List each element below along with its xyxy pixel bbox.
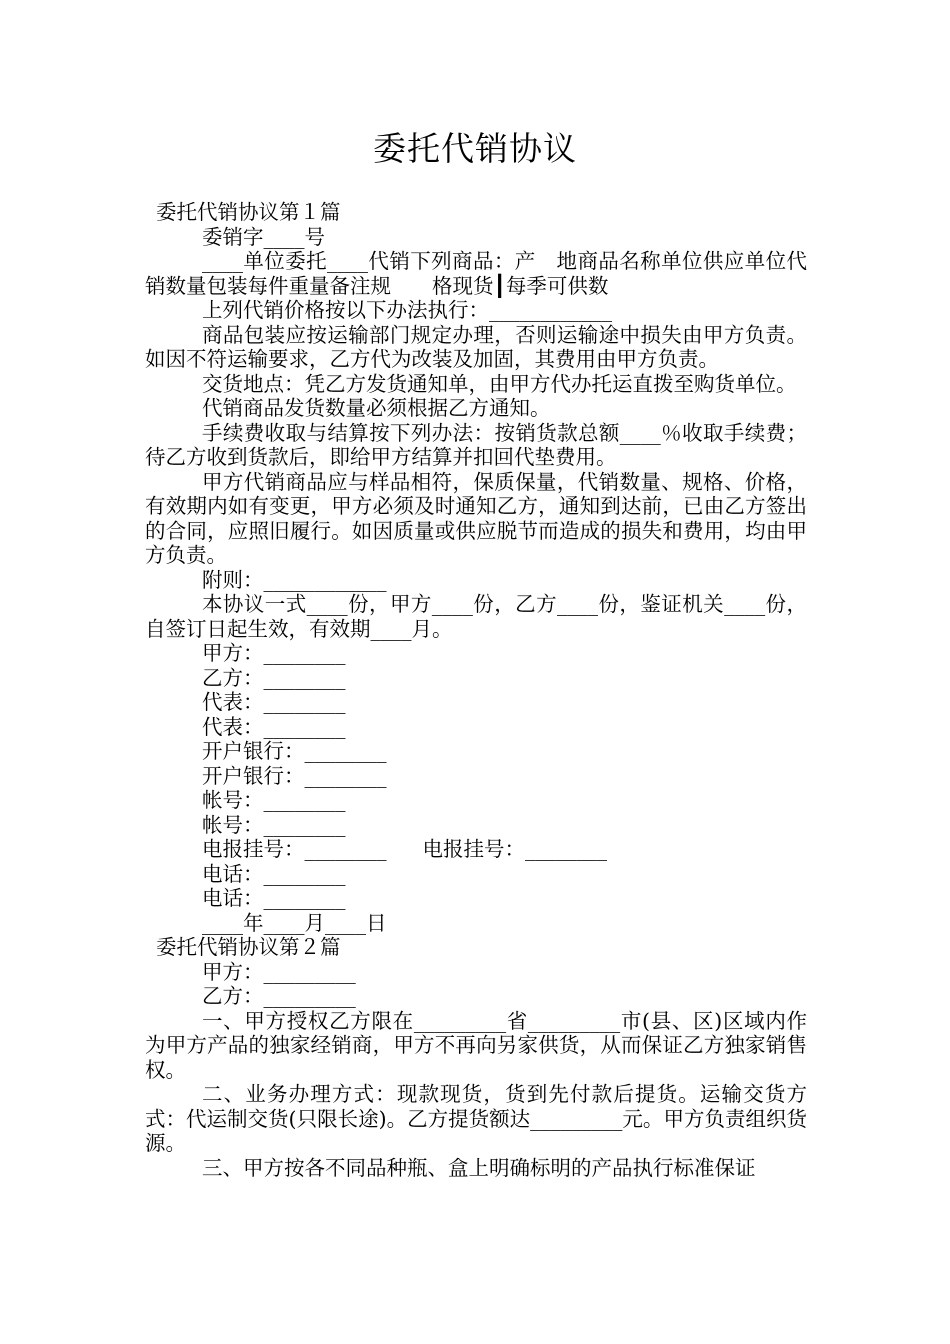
signature-line: 开户银行：________ <box>202 763 387 788</box>
telegraph-line <box>145 837 807 862</box>
signature-line: 甲方：________ <box>202 641 346 665</box>
paragraph: 本协议一式____份，甲方____份，乙方____份，鉴证机关____份，自签订日起生效，有效期____月。 <box>145 592 807 641</box>
document-body <box>145 200 807 1180</box>
paragraph: 甲方代销商品应与样品相符，保质保量，代销数量、规格、价格，有效期内如有变更，甲方必须及时通知乙方，通知到达前，已由乙方签出的合同，应照旧履行。如因质量或供应脱节而造成的损失和费用，均由甲方负责。 <box>145 469 807 567</box>
paragraph: 附则：____________ <box>202 567 387 592</box>
paragraph: 委销字____号 <box>202 224 325 249</box>
document-title: 委托代销协议 <box>373 129 577 168</box>
signature-line: 帐号：________ <box>202 812 346 837</box>
paragraph: 商品包装应按运输部门规定办理，否则运输途中损失由甲方负责。如因不符运输要求，乙方代为改装及加固，其费用由甲方负责。 <box>145 322 807 371</box>
section-heading-1: 委托代销协议第１篇 <box>156 200 341 224</box>
paragraph: 代销商品发货数量必须根据乙方通知。 <box>202 396 551 420</box>
signature-line: 开户银行：________ <box>202 739 387 763</box>
date-line: ____年____月____日 <box>202 910 387 935</box>
signature-line: 代表：________ <box>202 714 346 739</box>
telegraph-left: 电报挂号：________ <box>202 837 387 861</box>
telegraph-right: 电报挂号：________ <box>422 837 607 861</box>
paragraph: 上列代销价格按以下办法执行：____________ <box>202 298 612 322</box>
signature-line: 乙方：________ <box>202 665 346 690</box>
signature-line: 帐号：________ <box>202 788 346 812</box>
clause-paragraph: 二、业务办理方式：现款现货，货到先付款后提货。运输交货方式：代运制交货(只限长途)。乙方提货额达_________元。甲方负责组织货源。 <box>145 1082 807 1155</box>
signature-line: 电话：________ <box>202 861 346 886</box>
party-line: 乙方：_________ <box>202 984 356 1008</box>
paragraph: 交货地点：凭乙方发货通知单，由甲方代办托运直拨至购货单位。 <box>202 371 797 396</box>
clause-paragraph: 三、甲方按各不同品种瓶、盒上明确标明的产品执行标准保证 <box>202 1155 756 1180</box>
signature-line: 电话：________ <box>202 886 346 910</box>
paragraph: 手续费收取与结算按下列办法：按销货款总额____％收取手续费；待乙方收到货款后，即给甲方结算并扣回代垫费用。 <box>145 420 807 469</box>
paragraph: ____单位委托____代销下列商品：产 地商品名称单位供应单位代销数量包装每件重量备注规 格现货┃每季可供数 <box>145 249 807 298</box>
clause-paragraph: 一、甲方授权乙方限在_________省_________市(县、区)区域内作为甲方产品的独家经销商，甲方不再向另家供货，从而保证乙方独家销售权。 <box>145 1008 807 1082</box>
section-heading-2: 委托代销协议第２篇 <box>156 935 341 959</box>
signature-line: 代表：________ <box>202 690 346 714</box>
party-line: 甲方：_________ <box>202 959 356 984</box>
